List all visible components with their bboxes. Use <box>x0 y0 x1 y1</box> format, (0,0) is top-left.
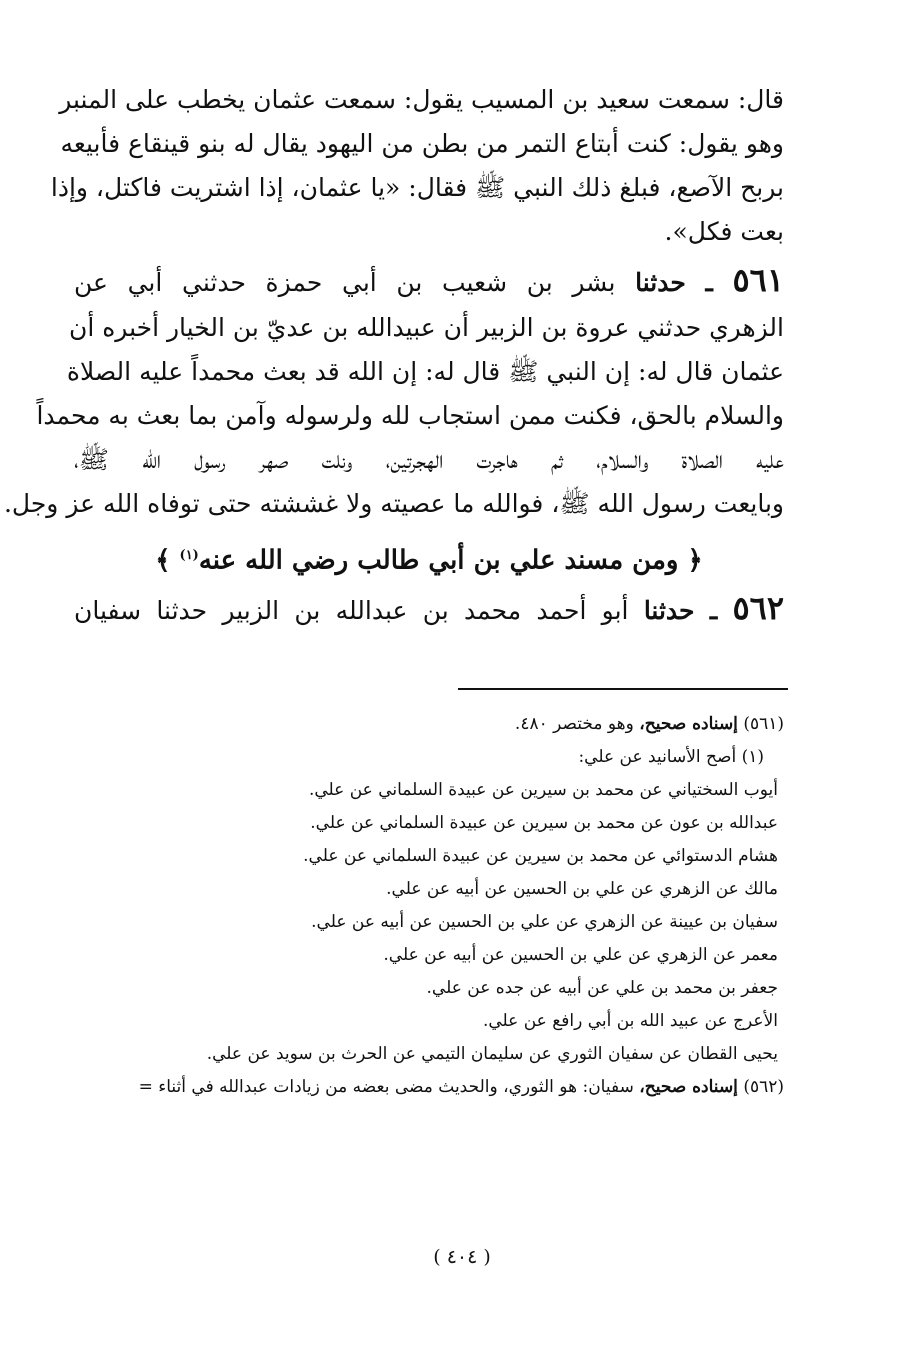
section-heading-text: ومن مسند علي بن أبي طالب رضي الله عنه <box>198 545 679 576</box>
hadith-dash: ـ <box>709 596 718 625</box>
chain-item: مالك عن الزهري عن علي بن الحسين عن أبيه عن علي. <box>386 879 778 899</box>
footnote-1-heading: (١) أصح الأسانيد عن علي: <box>578 747 764 767</box>
chain-item: سفيان بن عيينة عن الزهري عن علي بن الحسين عن أبيه عن علي. <box>311 912 778 932</box>
hadith-opening: حدثنا <box>643 596 695 625</box>
text-line: عثمان قال له: إن النبي ﷺ قال له: إن الله قد بعث محمداً عليه الصلاة <box>66 357 784 386</box>
footnote-separator <box>458 688 788 690</box>
text-line: بعت فكل». <box>664 217 784 246</box>
ornate-bracket-open: ﴿ <box>687 545 703 576</box>
chain-item: يحيى القطان عن سفيان الثوري عن سليمان التيمي عن الحرث بن سويد عن علي. <box>206 1044 778 1064</box>
footnote-562 <box>24 1071 784 1104</box>
footnotes <box>24 708 784 1104</box>
footnote-561 <box>24 708 784 741</box>
text-line: عليه الصلاة والسلام، ثم هاجرت الهجرتين، ونلت صهر رسول الله ﷺ، <box>74 445 784 474</box>
text-line: الزهري حدثني عروة بن الزبير أن عبيدالله بن عديّ بن الخيار أخبره أن <box>68 313 784 342</box>
hadith-text: بشر بن شعيب بن أبي حمزة حدثني أبي عن <box>74 268 616 297</box>
chain-item: الأعرج عن عبيد الله بن أبي رافع عن علي. <box>482 1011 778 1031</box>
hadith-number: ٥٦٢ <box>732 589 784 627</box>
footnote-ref: (٥٦٢) <box>743 1077 784 1097</box>
text-line: وهو يقول: كنت أبتاع التمر من بطن من اليهود يقال له بنو قينقاع فأبيعه <box>60 129 784 158</box>
footnote-ref: (١) <box>179 548 199 563</box>
chain-item: عبدالله بن عون عن محمد بن سيرين عن عبيدة السلماني عن علي. <box>310 813 778 833</box>
footnote-text: سفيان: هو الثوري، والحديث مضى بعضه من زيادات عبدالله في أثناء = <box>138 1077 634 1097</box>
footnote-grade: إسناده صحيح، <box>639 1077 738 1097</box>
footnote-grade: إسناده صحيح، <box>639 714 738 734</box>
text-line: بربح الآصع، فبلغ ذلك النبي ﷺ فقال: «يا عثمان، إذا اشتريت فاكتل، وإذا <box>50 173 784 202</box>
chain-item: هشام الدستوائي عن محمد بن سيرين عن عبيدة السلماني عن علي. <box>303 846 778 866</box>
hadith-562-heading <box>74 582 784 634</box>
text-line: والسلام بالحق، فكنت ممن استجاب لله ولرسوله وآمن بما بعث به محمداً <box>36 401 784 430</box>
text-line: قال: سمعت سعيد بن المسيب يقول: سمعت عثمان يخطب على المنبر <box>59 85 784 114</box>
footnote-ref: (٥٦١) <box>743 714 784 734</box>
page-number: ( ٤٠٤ ) <box>433 1246 491 1268</box>
chain-item: معمر عن الزهري عن علي بن الحسين عن أبيه عن علي. <box>383 945 778 965</box>
hadith-number: ٥٦١ <box>732 261 785 299</box>
section-heading <box>74 530 784 582</box>
hadith-561-heading <box>74 254 784 306</box>
text-line: وبايعت رسول الله ﷺ، فوالله ما عصيته ولا غششته حتى توفاه الله عز وجل. <box>3 489 784 518</box>
main-text <box>3 78 785 634</box>
hadith-text: أبو أحمد محمد بن عبدالله بن الزبير حدثنا سفيان <box>74 596 629 625</box>
hadith-dash: ـ <box>705 268 713 297</box>
footnote-text: وهو مختصر ٤٨٠. <box>514 714 634 734</box>
ornate-bracket-close: ﴾ <box>155 545 171 576</box>
hadith-opening: حدثنا <box>635 268 686 297</box>
chain-item: جعفر بن محمد بن علي عن أبيه عن جده عن علي. <box>426 978 778 998</box>
chain-item: أيوب السختياني عن محمد بن سيرين عن عبيدة السلماني عن علي. <box>308 780 778 800</box>
